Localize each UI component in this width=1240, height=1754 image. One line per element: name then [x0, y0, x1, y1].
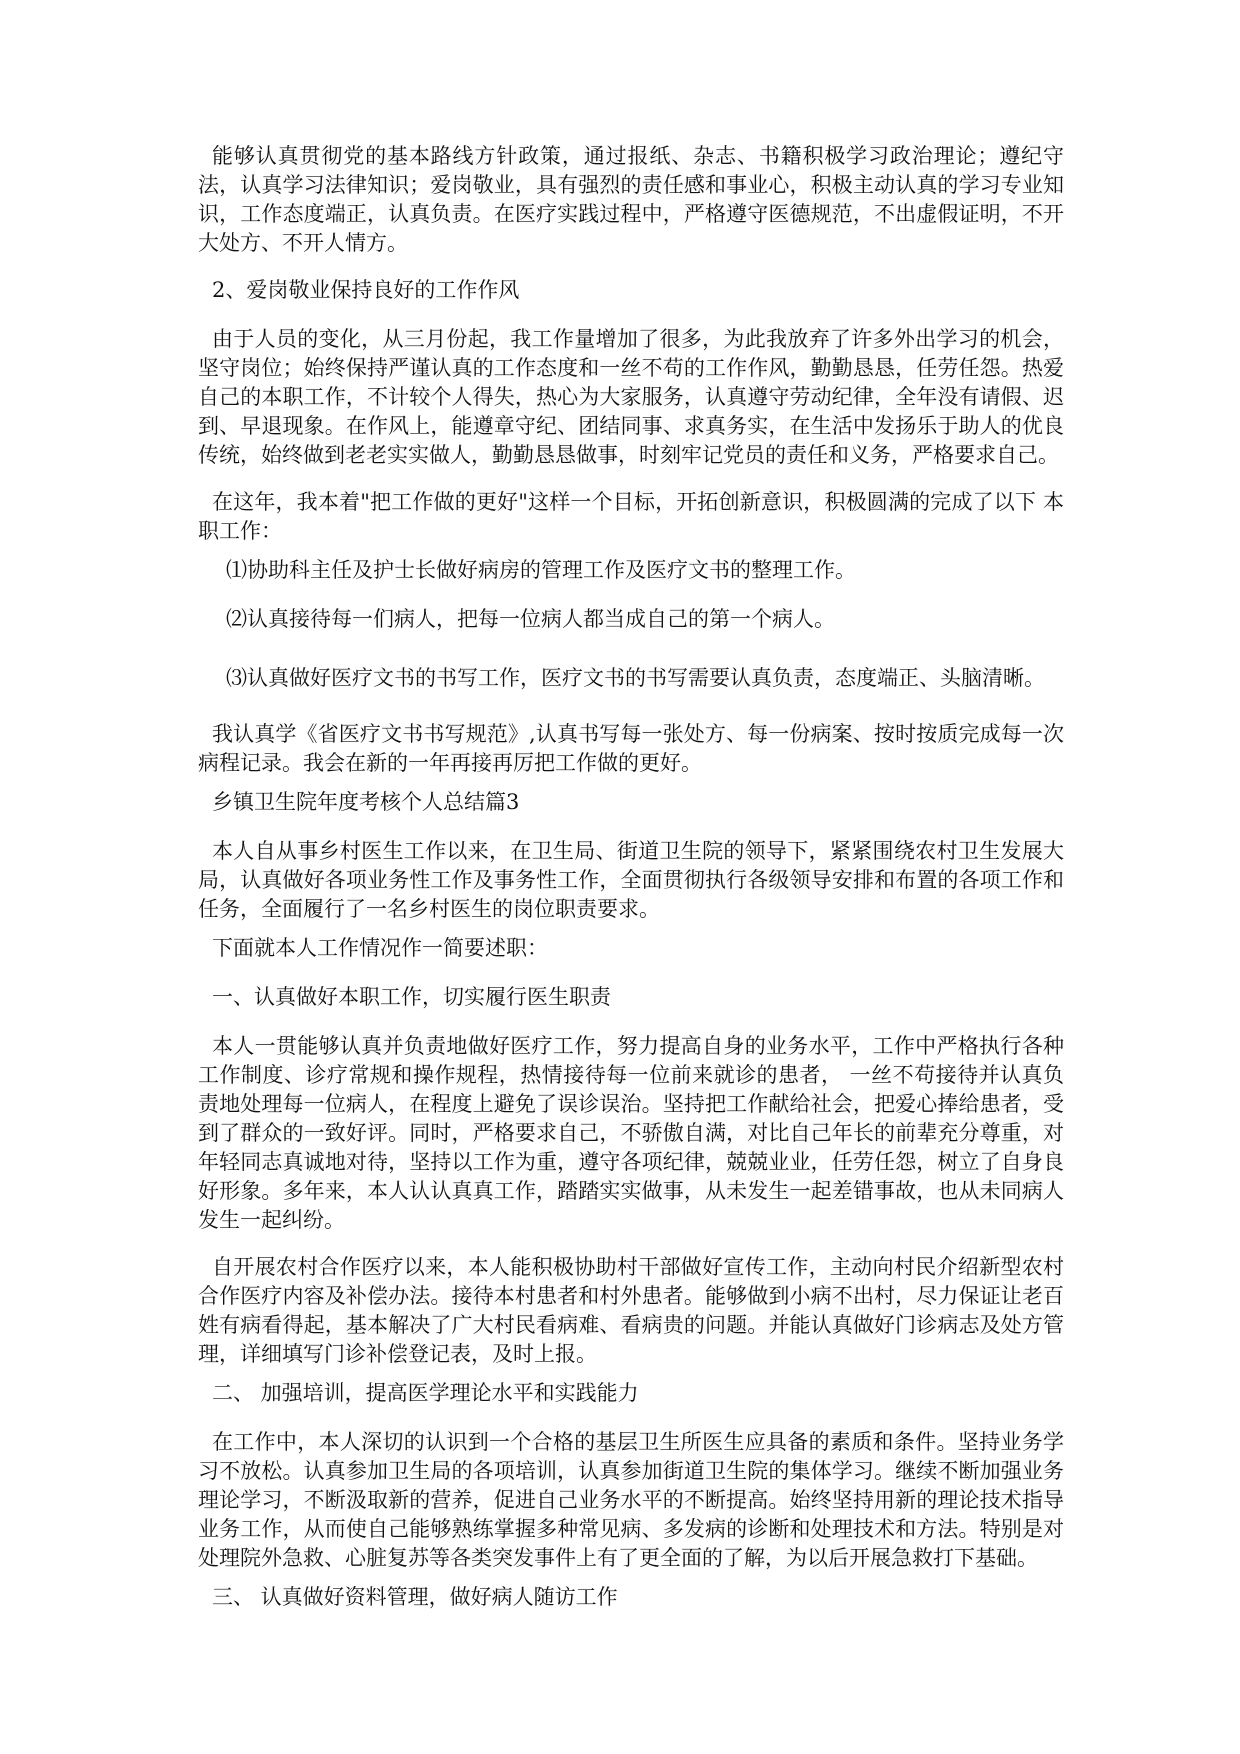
- paragraph-medical-work: 本人一贯能够认真并负责地做好医疗工作，努力提高自身的业务水平，工作中严格执行各种工作制度、诊疗常规和操作规程，热情接待每一位前来就诊的患者， 一丝不苟接待并认真负责地处理每一位病人，在程度上避免了误诊误治。坚持把工作献给社会，把爱心捧给患者，受到了群众的一致好评。同时，严格要求自己，不骄傲自满，对比自己年长的前辈充分尊重，对年轻同志真诚地对待，坚持以工作为重，遵守各项纪律，兢兢业业，任劳任怨，树立了自身良好形象。多年来，本人认认真真工作，踏踏实实做事，从未发生一起差错事故，也从未同病人发生一起纠纷。: [198, 1034, 1064, 1232]
- paragraph-medical-records: 我认真学《省医疗文书书写规范》,认真书写每一张处方、每一份病案、按时按质完成每一次病程记录。我会在新的一年再接再厉把工作做的更好。: [198, 722, 1064, 775]
- paragraph-report-intro: 下面就本人工作情况作一简要述职：: [212, 936, 548, 960]
- heading-work-style: 2、爱岗敬业保持良好的工作作风: [212, 278, 520, 302]
- paragraph-work-attitude: 由于人员的变化，从三月份起，我工作量增加了很多，为此我放弃了许多外出学习的机会，坚守岗位；始终保持严谨认真的工作态度和一丝不苟的工作作风，勤勤恳恳，任劳任怨。热爱自己的本职工作，不计较个人得失，热心为大家服务，认真遵守劳动纪律，全年没有请假、迟到、早退现象。在作风上，能遵章守纪、团结同事、求真务实，在生活中发扬乐于助人的优良传统，始终做到老老实实做人，勤勤恳恳做事，时刻牢记党员的责任和义务，严格要求自己。: [198, 327, 1064, 467]
- paragraph-political-study: 能够认真贯彻党的基本路线方针政策，通过报纸、杂志、书籍积极学习政治理论；遵纪守法，认真学习法律知识；爱岗敬业，具有强烈的责任感和事业心，积极主动认真的学习专业知识，工作态度端正，认真负责。在医疗实践过程中，严格遵守医德规范，不出虚假证明，不开大处方、不开人情方。: [198, 144, 1064, 255]
- list-item-2: ⑵认真接待每一们病人，把每一位病人都当成自己的第一个病人。: [226, 607, 835, 631]
- paragraph-training: 在工作中，本人深切的认识到一个合格的基层卫生所医生应具备的素质和条件。坚持业务学习不放松。认真参加卫生局的各项培训，认真参加街道卫生院的集体学习。继续不断加强业务理论学习，不断汲取新的营养，促进自己业务水平的不断提高。始终坚持用新的理论技术指导业务工作，从而使自己能够熟练掌握多种常见病、多发病的诊断和处理技术和方法。特别是对处理院外急救、心脏复苏等各类突发事件上有了更全面的了解，为以后开展急救打下基础。: [198, 1430, 1064, 1570]
- heading-section-3: 三、 认真做好资料管理，做好病人随访工作: [212, 1585, 618, 1609]
- paragraph-cooperative-medical: 自开展农村合作医疗以来，本人能积极协助村干部做好宣传工作，主动向村民介绍新型农村合作医疗内容及补偿办法。接待本村患者和村外患者。能够做到小病不出村，尽力保证让老百姓有病看得起，基本解决了广大村民看病难、看病贵的问题。并能认真做好门诊病志及处方管理，详细填写门诊补偿登记表，及时上报。: [198, 1255, 1064, 1366]
- list-item-3: ⑶认真做好医疗文书的书写工作，医疗文书的书写需要认真负责，态度端正、头脑清晰。: [226, 666, 1045, 690]
- heading-section-2: 二、 加强培训，提高医学理论水平和实践能力: [212, 1381, 639, 1405]
- paragraph-village-doctor-intro: 本人自从事乡村医生工作以来，在卫生局、街道卫生院的领导下，紧紧围绕农村卫生发展大局，认真做好各项业务性工作及事务性工作，全面贯彻执行各级领导安排和布置的各项工作和任务，全面履行了一名乡村医生的岗位职责要求。: [198, 839, 1064, 921]
- heading-section-1: 一、认真做好本职工作，切实履行医生职责: [212, 985, 611, 1009]
- document-page: [198, 142, 1064, 1631]
- paragraph-goal: 在这年，我本着"把工作做的更好"这样一个目标，开拓创新意识，积极圆满的完成了以下 本职工作：: [198, 490, 1064, 543]
- list-item-1: ⑴协助科主任及护士长做好病房的管理工作及医疗文书的整理工作。: [226, 558, 856, 582]
- section-title-3: 乡镇卫生院年度考核个人总结篇3: [212, 790, 520, 814]
